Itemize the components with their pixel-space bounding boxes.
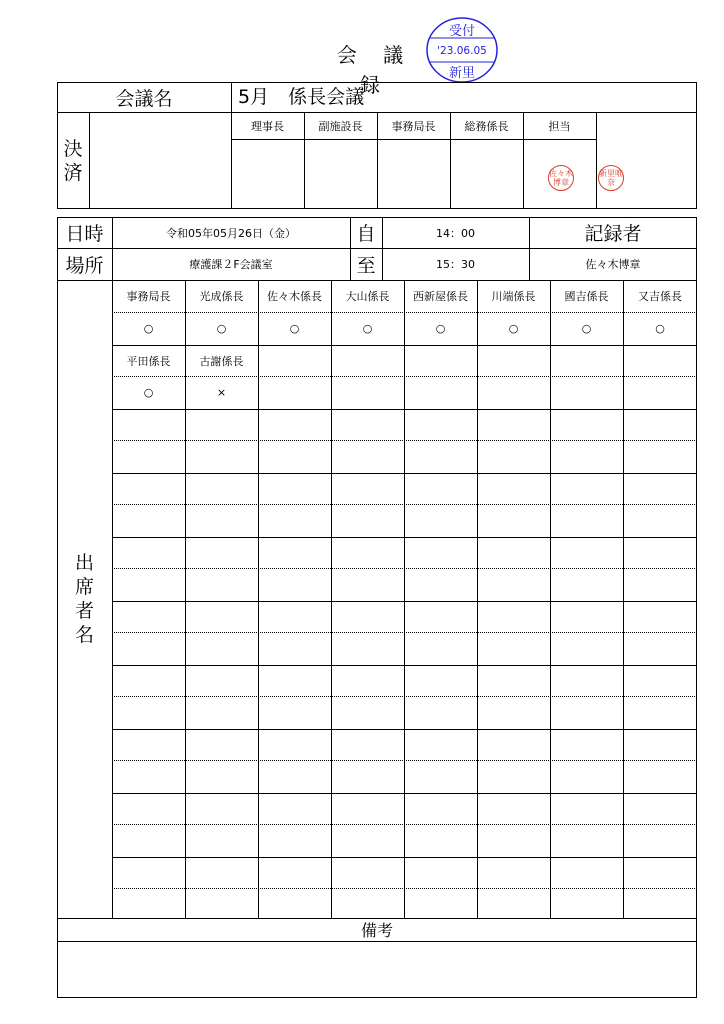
role-in-charge: 担当	[548, 119, 571, 133]
attendance-mark: ○	[289, 322, 300, 335]
attendee-name: 西新屋係長	[413, 290, 468, 303]
attendee-name: 國吉係長	[564, 290, 609, 303]
attendees-label: 出席者名	[74, 552, 94, 646]
attendance-mark: ○	[655, 322, 665, 335]
stamp-name: 新里	[448, 66, 476, 81]
reception-stamp	[425, 16, 499, 84]
role-chairman: 理事長	[251, 119, 284, 133]
seal-shinzato: 新里唯奈	[598, 165, 624, 191]
attendance-mark: ×	[216, 386, 227, 399]
attendance-mark: ○	[508, 322, 519, 335]
attendance-mark: ○	[581, 322, 592, 335]
role-secretary-general: 事務局長	[391, 119, 436, 133]
role-vice-director: 副施設長	[318, 119, 363, 133]
role-general-affairs-chief: 総務係長	[464, 119, 509, 133]
meeting-name-value: 5月 係長会議	[238, 86, 365, 108]
seal-sasaki: 佐々木博章	[548, 165, 574, 191]
attendance-mark: ○	[362, 322, 373, 335]
remarks-label: 備考	[360, 921, 393, 940]
attendee-name: 又吉係長	[638, 290, 682, 303]
to-label: 至	[356, 254, 376, 277]
attendance-mark: ○	[143, 322, 154, 335]
stamp-top: 受付	[448, 24, 476, 39]
remarks-text[interactable]	[62, 945, 692, 995]
attendance-mark: ○	[435, 322, 446, 335]
attendee-name: 平田係長	[126, 354, 171, 368]
place-label: 場所	[65, 254, 104, 277]
approval-label: 決済	[63, 137, 83, 184]
recorder-label: 記録者	[584, 223, 642, 245]
attendance-mark: ○	[143, 386, 154, 399]
from-time: 14：00	[436, 226, 475, 240]
from-label: 自	[356, 223, 376, 245]
attendance-mark: ○	[216, 322, 227, 335]
date-label: 日時	[65, 223, 104, 245]
attendee-name: 事務局長	[126, 290, 171, 303]
attendee-name: 佐々木係長	[267, 290, 322, 303]
attendee-name: 古謝係長	[199, 354, 244, 368]
attendee-name: 川端係長	[491, 290, 536, 303]
place-value: 療護課２F会議室	[189, 258, 273, 271]
recorder-value: 佐々木博章	[585, 258, 641, 271]
to-time: 15：30	[436, 258, 475, 271]
stamp-date: '23.06.05	[437, 45, 487, 57]
meeting-name-label: 会議名	[115, 87, 173, 110]
attendee-name: 大山係長	[345, 290, 390, 303]
attendee-name: 光成係長	[199, 290, 244, 303]
page-title: 会 議 録	[336, 43, 414, 97]
date-value: 令和05年05月26日（金）	[166, 226, 296, 240]
